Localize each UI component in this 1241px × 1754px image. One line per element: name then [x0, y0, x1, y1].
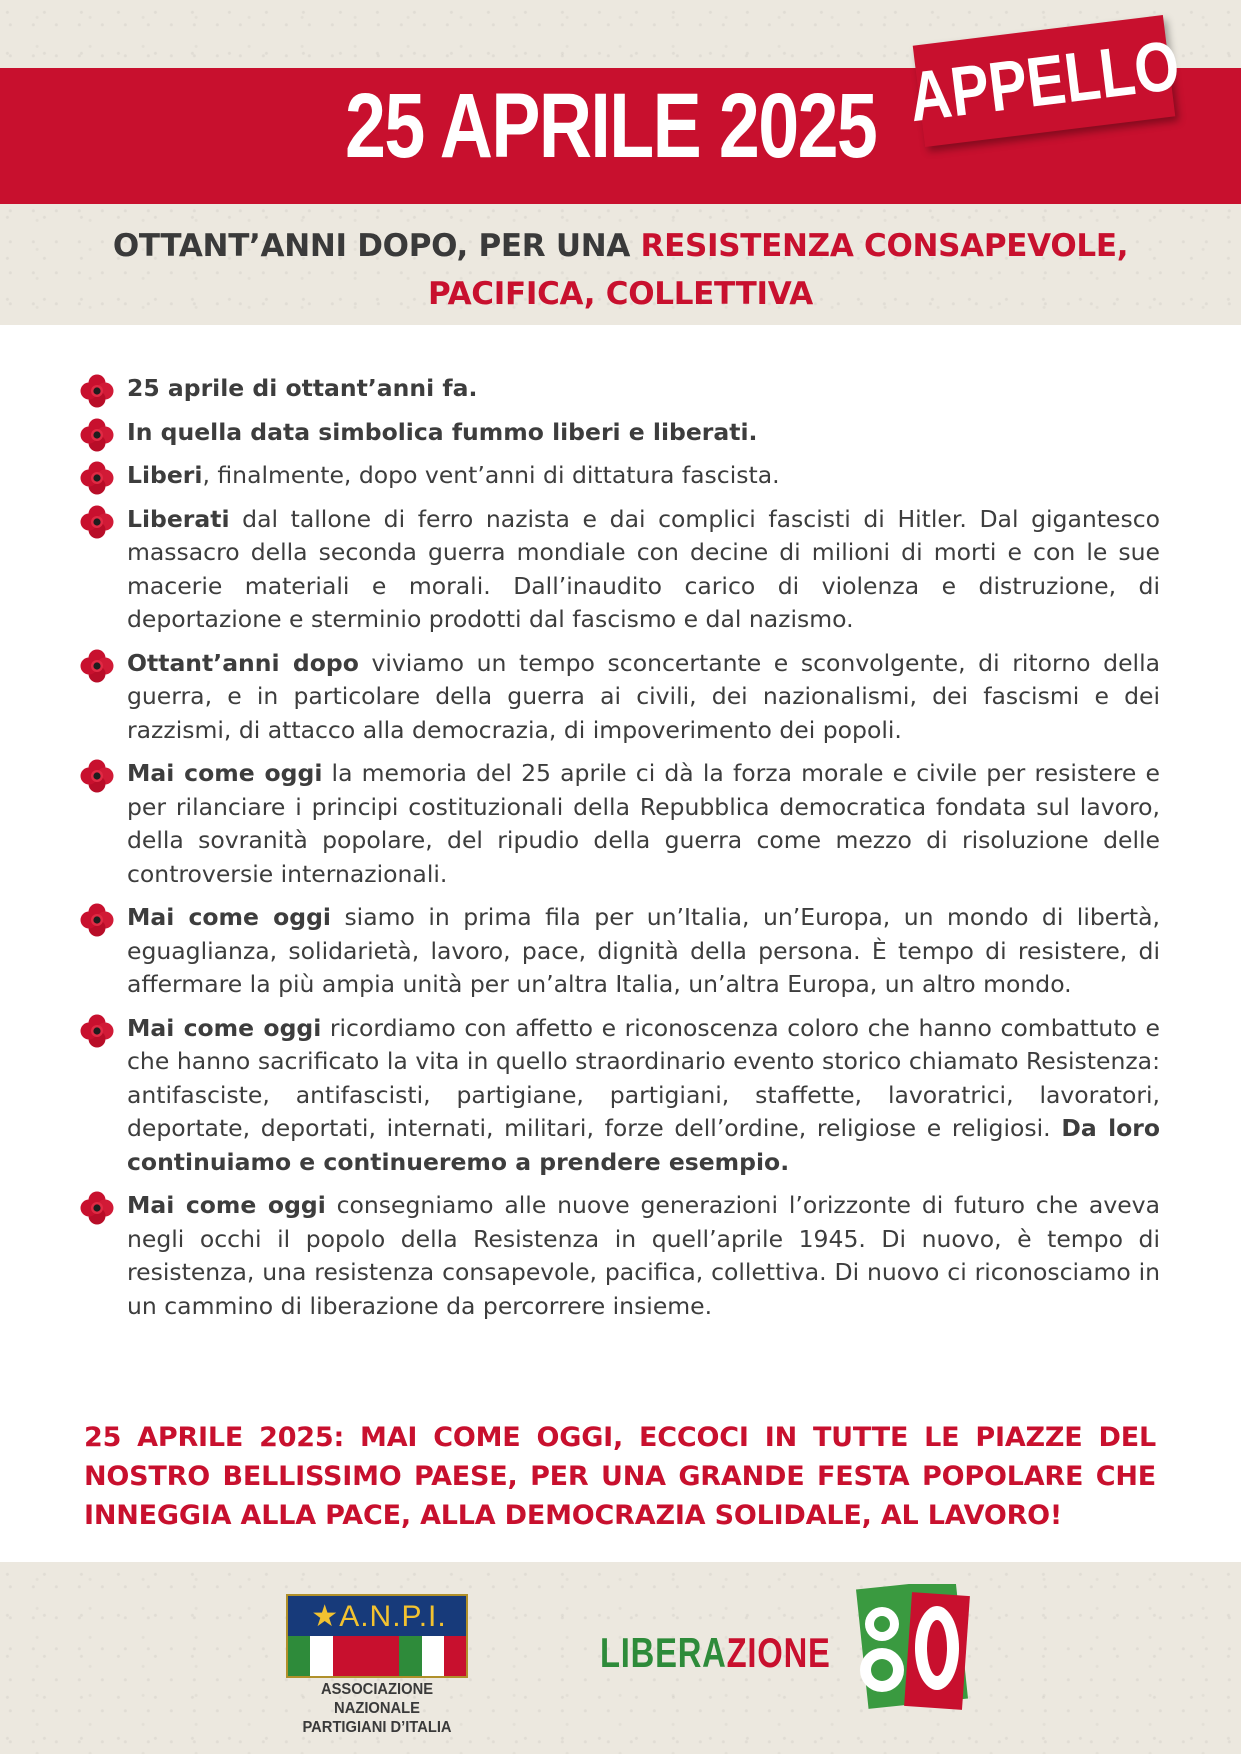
- star-icon: ★: [311, 1600, 340, 1633]
- poppy-icon: [80, 759, 114, 793]
- list-item: [80, 1012, 1160, 1180]
- item-bold-end: Da loro continuiamo e continueremo a prendere esempio.: [127, 1114, 1161, 1176]
- poppy-icon: [80, 1014, 114, 1048]
- item-bold: Mai come oggi: [127, 759, 323, 787]
- poppy-icon: [80, 418, 114, 452]
- anpi-name: [288, 1597, 470, 1637]
- subtitle-red-1: RESISTENZA CONSAPEVOLE,: [640, 228, 1129, 264]
- item-bold: Liberi: [127, 461, 203, 489]
- closing-statement: 25 APRILE 2025: MAI COME OGGI, ECCOCI IN TUTTE LE PIAZZE DEL NOSTRO BELLISSIMO PAESE, PER UNA GRANDE FESTA POPOLARE CHE INNEGGIA ALLA PACE, ALLA DEMOCRAZIA SOLIDALE, AL LAVORO!: [84, 1422, 1156, 1531]
- item-text: la memoria del 25 aprile ci dà la forza morale e civile per resistere e per rilanciare i principi costituzionali della Repubblica democratica fondata sul lavoro, della sovranità popolare, del ripudio della guerra come mezzo di risoluzione delle controversie internazionali.: [127, 759, 1160, 888]
- list-item: [80, 901, 1160, 1002]
- eighty-mark: [842, 1584, 970, 1710]
- list-item: [80, 1189, 1160, 1323]
- poppy-icon: [80, 903, 114, 937]
- item-text: , finalmente, dopo vent’anni di dittatura fascista.: [202, 461, 780, 489]
- liberazione80-logo: [600, 1584, 980, 1714]
- anpi-subtitle: [291, 1680, 462, 1737]
- anpi-flag: [286, 1594, 468, 1678]
- anpi-sub-2: PARTIGIANI D’ITALIA: [302, 1719, 452, 1736]
- list-item: [80, 503, 1160, 637]
- liberazione-part-2: ZIONE: [726, 1629, 831, 1676]
- anpi-logo: [284, 1594, 470, 1736]
- poppy-icon: [80, 461, 114, 495]
- item-bold: Mai come oggi: [127, 903, 331, 931]
- item-text: ricordiamo con affetto e riconoscenza coloro che hanno combattuto e che hanno sacrificato la vita in quello straordinario evento storico chiamato Resistenza: antifasciste, antifascisti, partigiane, partigiani, staffette, lavoratrici, lavoratori, deportate, deportati, internati, militari, forze dell’ordine, religiose e religiosi.: [127, 1013, 1160, 1142]
- anpi-sub-1: ASSOCIAZIONE NAZIONALE: [320, 1681, 434, 1717]
- subtitle: [60, 222, 1181, 318]
- item-bold: In quella data simbolica fummo liberi e liberati.: [127, 417, 758, 446]
- poppy-icon: [80, 1191, 114, 1225]
- subtitle-red-2: PACIFICA, COLLETTIVA: [428, 276, 813, 312]
- item-bold: Mai come oggi: [127, 1013, 322, 1042]
- poppy-icon: [80, 374, 114, 408]
- appello-label: APPELLO: [904, 25, 1184, 137]
- anpi-name-text: A.N.P.I.: [339, 1600, 447, 1633]
- liberazione-part-1: LIBERA: [600, 1629, 727, 1676]
- item-text: consegniamo alle nuove generazioni l’orizzonte di futuro che aveva negli occhi il popolo della Resistenza in quell’aprile 1945. Di nuovo, è tempo di resistenza, una resistenza consapevole, pacifica, collettiva. Di nuovo ci riconosciamo in un cammino di liberazione da percorrere insieme.: [127, 1191, 1160, 1320]
- appeal-list: [80, 372, 1160, 1333]
- item-bold: Ottant’anni dopo: [127, 648, 359, 677]
- poppy-icon: [80, 505, 114, 539]
- item-text: dal tallone di ferro nazista e dai complici fascisti di Hitler. Dal gigantesco massacro della seconda guerra mondiale con decine di milioni di morti e con le sue macerie materiali e morali. Dall’inaudito carico di violenza e distruzione, di deportazione e sterminio prodotti dal fascismo e dal nazismo.: [127, 504, 1160, 633]
- item-text: viviamo un tempo sconcertante e sconvolgente, di ritorno della guerra, e in particolare della guerra ai civili, dei nazionalismi, dei fascismi e dei razzismi, di attacco alla democrazia, di impoverimento dei popoli.: [127, 648, 1160, 744]
- liberazione-word: [600, 1629, 831, 1676]
- subtitle-dark: OTTANT’ANNI DOPO, PER UNA: [112, 228, 641, 264]
- poppy-icon: [80, 649, 114, 683]
- list-item: [80, 416, 1160, 450]
- page-title: 25 APRILE 2025: [345, 75, 877, 177]
- list-item: [80, 459, 1160, 493]
- item-bold: 25 aprile di ottant’anni fa.: [127, 374, 478, 402]
- item-text: siamo in prima fila per un’Italia, un’Europa, un mondo di libertà, eguaglianza, solidarietà, lavoro, pace, dignità della persona. È tempo di resistere, di affermare la più ampia unità per un’altra Italia, un’altra Europa, un altro mondo.: [127, 903, 1160, 998]
- item-bold: Mai come oggi: [127, 1191, 326, 1219]
- list-item: [80, 757, 1160, 891]
- list-item: [80, 372, 1160, 406]
- item-bold: Liberati: [127, 504, 230, 533]
- list-item: [80, 647, 1160, 748]
- anpi-tricolore: [288, 1636, 466, 1676]
